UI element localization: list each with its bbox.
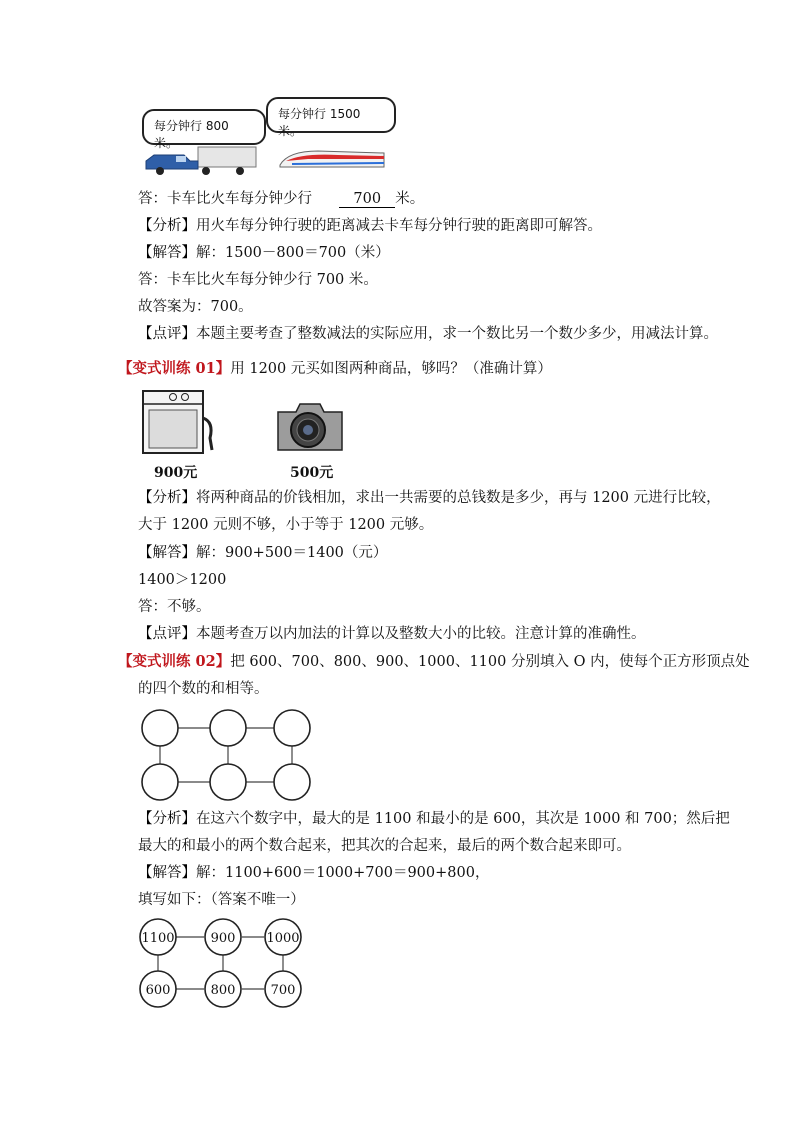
variant-01-answer: 答：不够。 (138, 599, 211, 615)
camera-icon (274, 398, 346, 454)
analysis-line: 【分析】用火车每分钟行驶的距离减去卡车每分钟行驶的距离即可解答。 (138, 218, 602, 234)
variant-01-comment: 【点评】本题考查万以内加法的计算以及整数大小的比较。注意计算的准确性。 (138, 626, 646, 642)
answer-line: 答：卡车比火车每分钟少行 700 米。 (138, 191, 425, 207)
products-figure (140, 388, 360, 483)
variant-02-analysis-1: 【分析】在这六个数字中，最大的是 1100 和最小的是 600，其次是 1000 和 700；然后把 (138, 811, 730, 827)
washing-machine-icon (140, 388, 220, 456)
price-camera: 500元 (290, 465, 334, 481)
circle-slot (142, 710, 178, 746)
grid-value-bottom-right: 700 (270, 983, 296, 998)
truck-speech-bubble: 每分钟行 800 米。 (142, 109, 266, 145)
circle-slot (210, 710, 246, 746)
filled-circle-grid (138, 917, 312, 1009)
variant-01-solution: 【解答】解：900+500＝1400（元） (138, 545, 388, 561)
truck-train-figure (138, 95, 393, 177)
circle-slot (274, 710, 310, 746)
variant-01-analysis-2: 大于 1200 元则不够，小于等于 1200 元够。 (138, 517, 434, 533)
circle-slot (274, 764, 310, 800)
variant-01-compare: 1400＞1200 (138, 572, 227, 588)
comment-line: 【点评】本题主要考查了整数减法的实际应用，求一个数比另一个数少多少，用减法计算。 (138, 326, 718, 342)
variant-02-fill-note: 填写如下：（答案不唯一） (138, 892, 305, 908)
variant-02-solution: 【解答】解：1100+600＝1000+700＝900+800， (138, 865, 490, 881)
answer-line-2: 答：卡车比火车每分钟少行 700 米。 (138, 272, 378, 288)
variant-01-analysis-1: 【分析】将两种商品的价钱相加，求出一共需要的总钱数是多少，再与 1200 元进行比较， (138, 490, 721, 506)
train-icon (278, 147, 388, 171)
grid-value-top-middle: 900 (210, 931, 236, 946)
solution-line: 【解答】解：1500－800＝700（米） (138, 245, 390, 261)
variant-02-question-2: 的四个数的和相等。 (138, 681, 269, 697)
final-answer-line: 故答案为：700。 (138, 299, 253, 315)
grid-value-bottom-middle: 800 (210, 983, 236, 998)
grid-value-bottom-left: 600 (145, 983, 171, 998)
circle-slot (210, 764, 246, 800)
grid-value-top-left: 1100 (141, 931, 175, 946)
variant-02-question-1: 【变式训练 02】把 600、700、800、900、1000、1100 分别填入 O 内，使每个正方形顶点处 (118, 653, 750, 670)
truck-icon (140, 145, 258, 177)
empty-circle-grid (140, 706, 320, 806)
circle-slot (142, 764, 178, 800)
price-washing-machine: 900元 (154, 465, 198, 481)
answer-blank: 700 (339, 191, 395, 208)
variant-02-analysis-2: 最大的和最小的两个数合起来，把其次的合起来，最后的两个数合起来即可。 (138, 838, 631, 854)
grid-value-top-right: 1000 (266, 931, 300, 946)
train-speech-bubble: 每分钟行 1500 米。 (266, 97, 396, 133)
variant-01-question: 【变式训练 01】用 1200 元买如图两种商品，够吗？（准确计算） (118, 360, 552, 377)
